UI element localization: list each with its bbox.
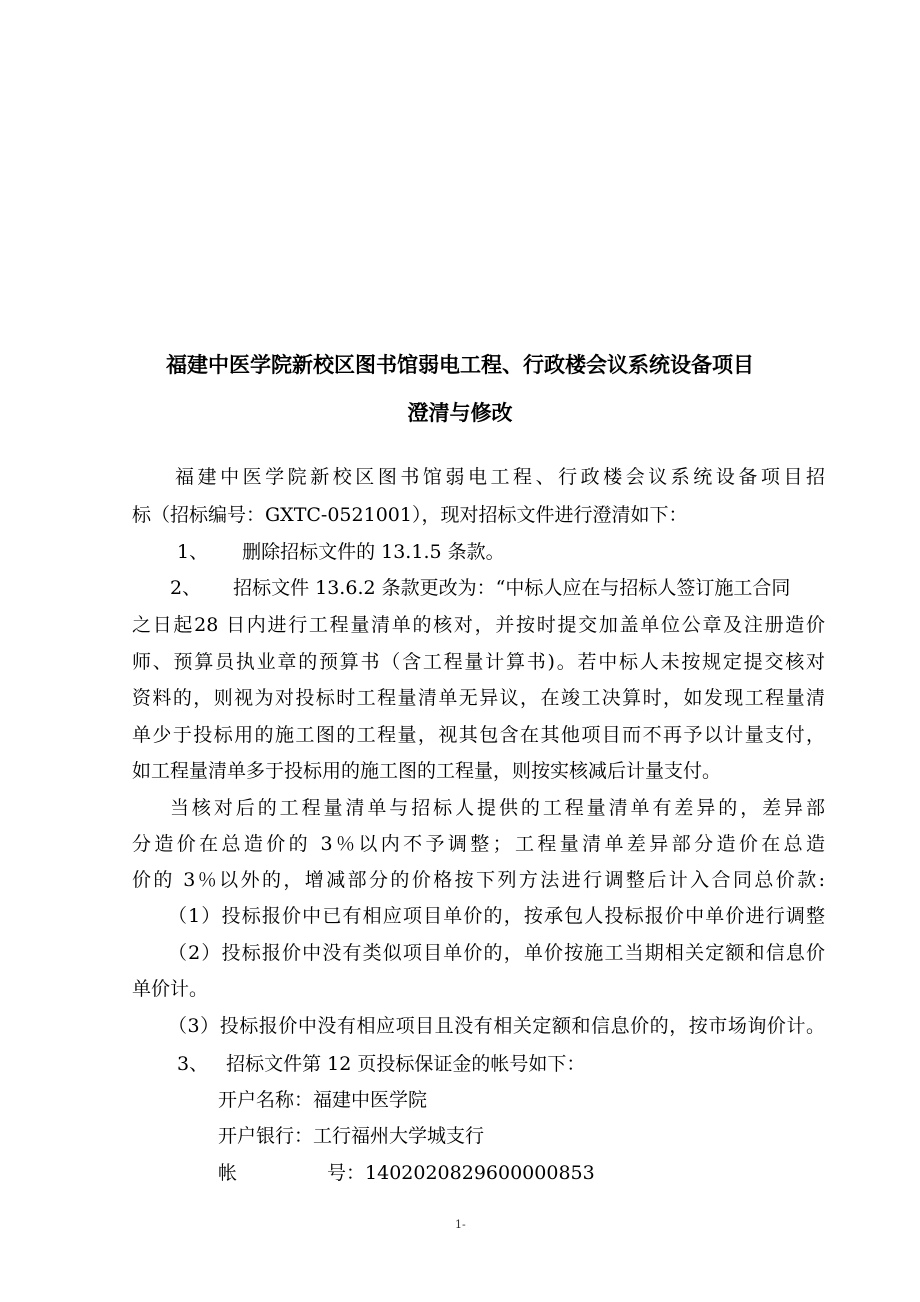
item-2-line-6: 如工程量清单多于投标用的施工图的工程量，则按实核减后计量支付。: [132, 760, 722, 782]
item-2-text: 招标文件 13.6.2 条款更改为：“中标人应在与招标人签订施工合同: [233, 577, 791, 599]
item-2-line-5: 单少于投标用的施工图的工程量，视其包含在其他项目而不再予以计量支付，: [132, 724, 825, 746]
item-3: [177, 1049, 585, 1079]
account-number-value: 1402020829600000853: [365, 1162, 595, 1184]
account-name-value: 福建中医学院: [313, 1089, 428, 1111]
account-name-label: 开户名称：: [218, 1089, 314, 1111]
sub-item-2-line-2: 单价计。: [132, 978, 209, 1000]
item-1: [177, 537, 505, 567]
document-subtitle: 澄清与修改: [407, 400, 513, 425]
sub-item-1: （1）投标报价中已有相应项目单价的，按承包人投标报价中单价进行调整: [168, 905, 825, 927]
item-2-first-line: [170, 573, 827, 603]
account-number-label-start: 帐: [218, 1162, 238, 1184]
para-2-line-3: 价的 3％以外的，增减部分的价格按下列方法进行调整后计入合同总价款:: [132, 869, 825, 891]
item-3-text: 招标文件第 12 页投标保证金的帐号如下：: [226, 1053, 586, 1075]
account-name-row: [218, 1085, 427, 1115]
item-1-number: 1、: [177, 541, 209, 563]
intro-line-1: 福建中医学院新校区图书馆弱电工程、行政楼会议系统设备项目招: [175, 466, 825, 488]
item-2-line-4: 资料的，则视为对投标时工程量清单无异议，在竣工决算时，如发现工程量清: [132, 687, 825, 709]
page-number: 1-: [455, 1218, 466, 1231]
account-number-row: [218, 1158, 595, 1188]
item-2-number: 2、: [170, 577, 202, 599]
bank-row: [218, 1121, 484, 1151]
item-2-line-2: 之日起28 日内进行工程量清单的核对，并按时提交加盖单位公章及注册造价: [132, 614, 825, 636]
item-1-text: 删除招标文件的 13.1.5 条款。: [242, 541, 505, 563]
item-3-number: 3、: [177, 1053, 209, 1075]
intro-line-2: 标（招标编号：GXTC-0521001），现对招标文件进行澄清如下：: [132, 504, 688, 526]
para-2-line-2: 分造价在总造价的 3％以内不予调整；工程量清单差异部分造价在总造: [132, 833, 825, 855]
account-number-label-end: 号：: [327, 1162, 366, 1184]
sub-item-3: （3）投标报价中没有相应项目且没有相关定额和信息价的，按市场询价计。: [168, 1015, 825, 1037]
bank-value: 工行福州大学城支行: [313, 1125, 485, 1147]
para-2-line-1: 当核对后的工程量清单与招标人提供的工程量清单有差异的，差异部: [170, 797, 825, 819]
sub-item-2-line-1: （2）投标报价中没有类似项目单价的，单价按施工当期相关定额和信息价: [168, 942, 825, 964]
bank-label: 开户银行：: [218, 1125, 314, 1147]
item-2-line-3: 师、预算员执业章的预算书（含工程量计算书)。若中标人未按规定提交核对: [132, 651, 825, 673]
document-title: 福建中医学院新校区图书馆弱电工程、行政楼会议系统设备项目: [166, 352, 754, 377]
